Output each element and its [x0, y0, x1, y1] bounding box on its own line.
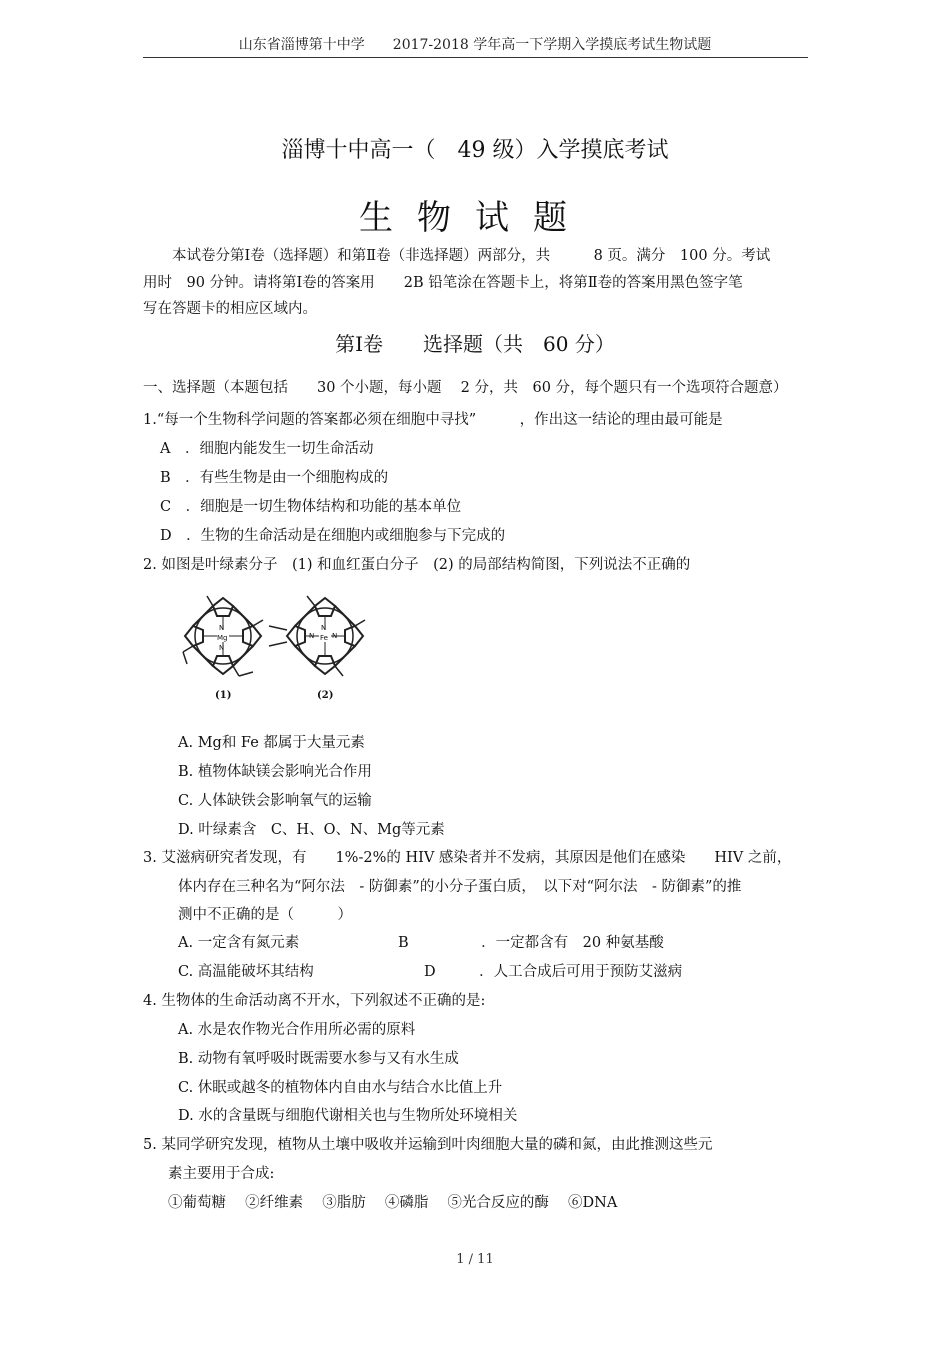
- q1-option-b: B ．有些生物是由一个细胞构成的: [160, 470, 389, 486]
- q4-option-d: D. 水的含量既与细胞代谢相关也与生物所处环境相关: [178, 1108, 518, 1124]
- q2-option-b: B. 植物体缺镁会影响光合作用: [178, 764, 372, 780]
- q4-option-a: A. 水是农作物光合作用所必需的原料: [178, 1022, 416, 1038]
- q3-option-d: D ．人工合成后可用于预防艾滋病: [424, 964, 683, 980]
- q3-line-1: 3. 艾滋病研究者发现，有 1%-2%的 HIV 感染者并不发病，其原因是他们在感染 HIV 之前，: [143, 850, 792, 866]
- atom-label-n: N: [219, 624, 225, 632]
- q2-option-c: C. 人体缺铁会影响氧气的运输: [178, 793, 372, 809]
- q5-line-1: 5. 某同学研究发现，植物从土壤中吸收并运输到叶肉细胞大量的磷和氮，由此推测这些元: [143, 1137, 713, 1153]
- figure-label-2: (2): [317, 690, 334, 701]
- q4-option-c: C. 休眠或越冬的植物体内自由水与结合水比值上升: [178, 1080, 503, 1096]
- intro-line-2: 用时 90 分钟。请将第Ⅰ卷的答案用 2B 铅笔涂在答题卡上，将第Ⅱ卷的答案用黑色签字笔: [143, 275, 743, 291]
- running-header: 山东省淄博第十中学 2017-2018 学年高一下学期入学摸底考试生物试题: [238, 37, 712, 53]
- q3-option-a: A. 一定含有氮元素: [178, 935, 300, 951]
- atom-label-mg: Mg: [217, 634, 228, 642]
- q4-option-b: B. 动物有氧呼吸时既需要水参与又有水生成: [178, 1051, 459, 1067]
- atom-label-n: N: [309, 632, 315, 640]
- q2-option-d: D. 叶绿素含 C、H、O、N、Mg等元素: [178, 822, 445, 838]
- atom-label-fe: Fe: [320, 634, 328, 642]
- atom-label-n: N: [332, 632, 338, 640]
- heme-structure: [269, 596, 365, 676]
- section-title: 第Ⅰ卷 选择题（共 60 分）: [335, 332, 615, 356]
- q4-stem: 4. 生物体的生命活动离不开水，下列叙述不正确的是:: [143, 993, 486, 1009]
- instructions: 一、选择题（本题包括 30 个小题，每小题 2 分，共 60 分，每个题只有一个选项符合题意）: [143, 380, 788, 396]
- q5-items: ①葡萄糖 ②纤维素 ③脂肪 ④磷脂 ⑤光合反应的酶 ⑥DNA: [168, 1195, 618, 1211]
- porphyrin-structure-figure: [175, 590, 375, 705]
- q1-stem: 1.“每一个生物科学问题的答案都必须在细胞中寻找” ，作出这一结论的理由最可能是: [143, 412, 723, 428]
- header-rule: [143, 57, 808, 58]
- q2-stem: 2. 如图是叶绿素分子 (1) 和血红蛋白分子 (2) 的局部结构简图，下列说法不正确的: [143, 557, 691, 573]
- q1-option-c: C ．细胞是一切生物体结构和功能的基本单位: [160, 499, 462, 515]
- q3-option-b: B ．一定都含有 20 种氨基酸: [398, 935, 664, 951]
- intro-line-3: 写在答题卡的相应区域内。: [143, 301, 317, 317]
- intro-line-1: 本试卷分第Ⅰ卷（选择题）和第Ⅱ卷（非选择题）两部分，共 8 页。满分 100 分。考试: [172, 248, 771, 264]
- q3-line-3: 测中不正确的是（ ）: [178, 907, 352, 923]
- figure-label-1: (1): [215, 690, 232, 701]
- q3-line-2: 体内存在三种名为“阿尔法 - 防御素”的小分子蛋白质， 以下对“阿尔法 - 防御素”的推: [178, 879, 742, 895]
- page-number: 1 / 11: [456, 1252, 494, 1267]
- q2-option-a: A. Mg和 Fe 都属于大量元素: [178, 735, 365, 751]
- atom-label-n: N: [219, 644, 225, 652]
- subject-title: 生物试题: [359, 198, 591, 238]
- q1-option-a: A ．细胞内能发生一切生命活动: [160, 441, 374, 457]
- q5-line-2: 素主要用于合成:: [168, 1166, 275, 1182]
- q1-option-d: D ．生物的生命活动是在细胞内或细胞参与下完成的: [160, 528, 506, 544]
- q3-option-c: C. 高温能破坏其结构: [178, 964, 314, 980]
- exam-title: 淄博十中高一（ 49 级）入学摸底考试: [281, 138, 669, 163]
- atom-label-n: N: [321, 624, 327, 632]
